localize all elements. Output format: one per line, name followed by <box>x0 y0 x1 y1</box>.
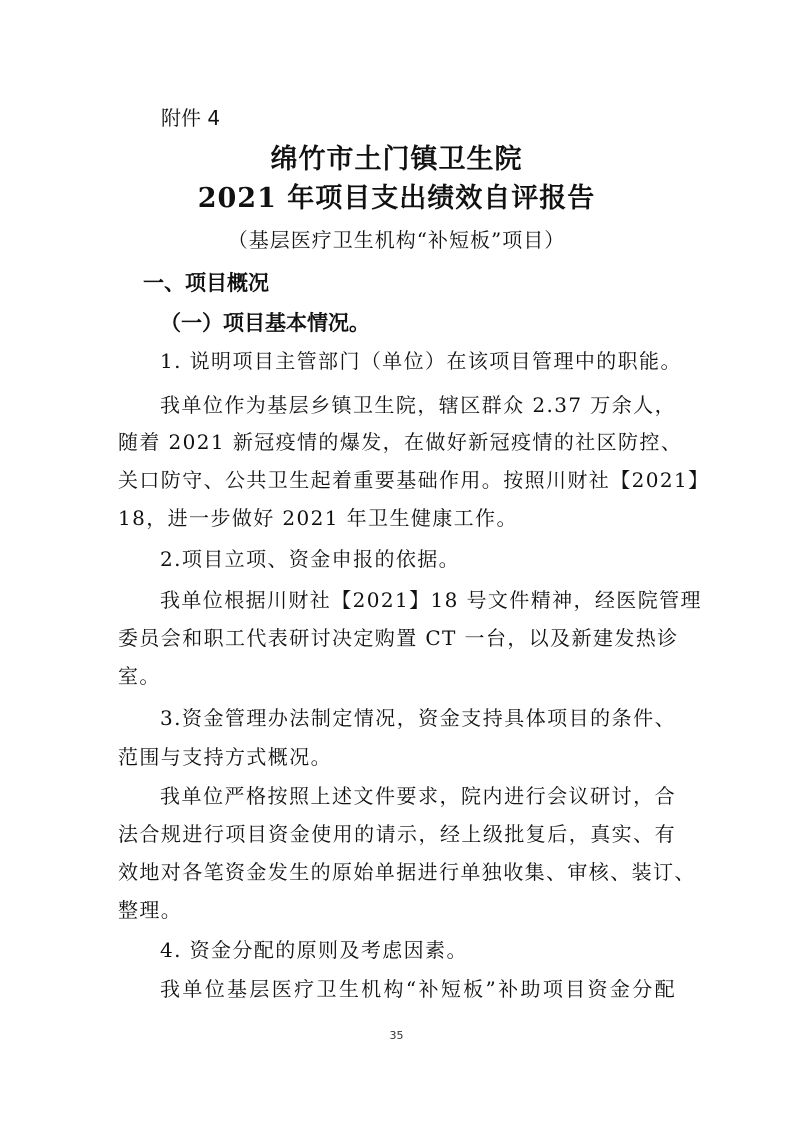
subsection-heading: （一）项目基本情况。 <box>160 311 370 335</box>
paragraph-line: 我单位严格按照上述文件要求，院内进行会议研讨，合 <box>160 784 676 808</box>
paragraph-line: 委员会和职工代表研讨决定购置 CT 一台，以及新建发热诊 <box>118 626 679 650</box>
paragraph-line: 整理。 <box>118 898 183 922</box>
page-number: 35 <box>389 1029 404 1042</box>
paragraph-line: 18，进一步做好 2021 年卫生健康工作。 <box>118 506 518 530</box>
report-title-line-1: 绵竹市土门镇卫生院 <box>270 144 523 175</box>
paragraph-line: 法合规进行项目资金使用的请示，经上级批复后，真实、有 <box>118 822 676 846</box>
item-3-title-continued: 范围与支持方式概况。 <box>118 745 332 769</box>
report-subtitle: （基层医疗卫生机构“补短板”项目） <box>227 228 566 252</box>
report-title-line-2: 2021 年项目支出绩效自评报告 <box>197 183 596 214</box>
section-heading: 一、项目概况 <box>143 271 269 295</box>
paragraph-line: 我单位根据川财社【2021】18 号文件精神，经医院管理 <box>160 588 702 612</box>
paragraph-line: 效地对各笔资金发生的原始单据进行单独收集、审核、装订、 <box>118 860 696 884</box>
item-3-title: 3.资金管理办法制定情况，资金支持具体项目的条件、 <box>160 706 676 730</box>
item-2-title: 2.项目立项、资金申报的依据。 <box>160 547 461 571</box>
paragraph-line: 随着 2021 新冠疫情的爆发，在做好新冠疫情的社区防控、 <box>118 430 683 454</box>
paragraph-line: 关口防守、公共卫生起着重要基础作用。按照川财社【2021】 <box>118 468 710 492</box>
item-4-title: 4. 资金分配的原则及考虑因素。 <box>160 938 468 962</box>
paragraph-line: 室。 <box>118 664 161 688</box>
attachment-label: 附件 4 <box>161 106 221 130</box>
item-1-title: 1. 说明项目主管部门（单位）在该项目管理中的职能。 <box>160 349 682 373</box>
paragraph-line: 我单位基层医疗卫生机构“补短板”补助项目资金分配 <box>160 977 676 1001</box>
paragraph-line: 我单位作为基层乡镇卫生院，辖区群众 2.37 万余人， <box>160 393 676 417</box>
